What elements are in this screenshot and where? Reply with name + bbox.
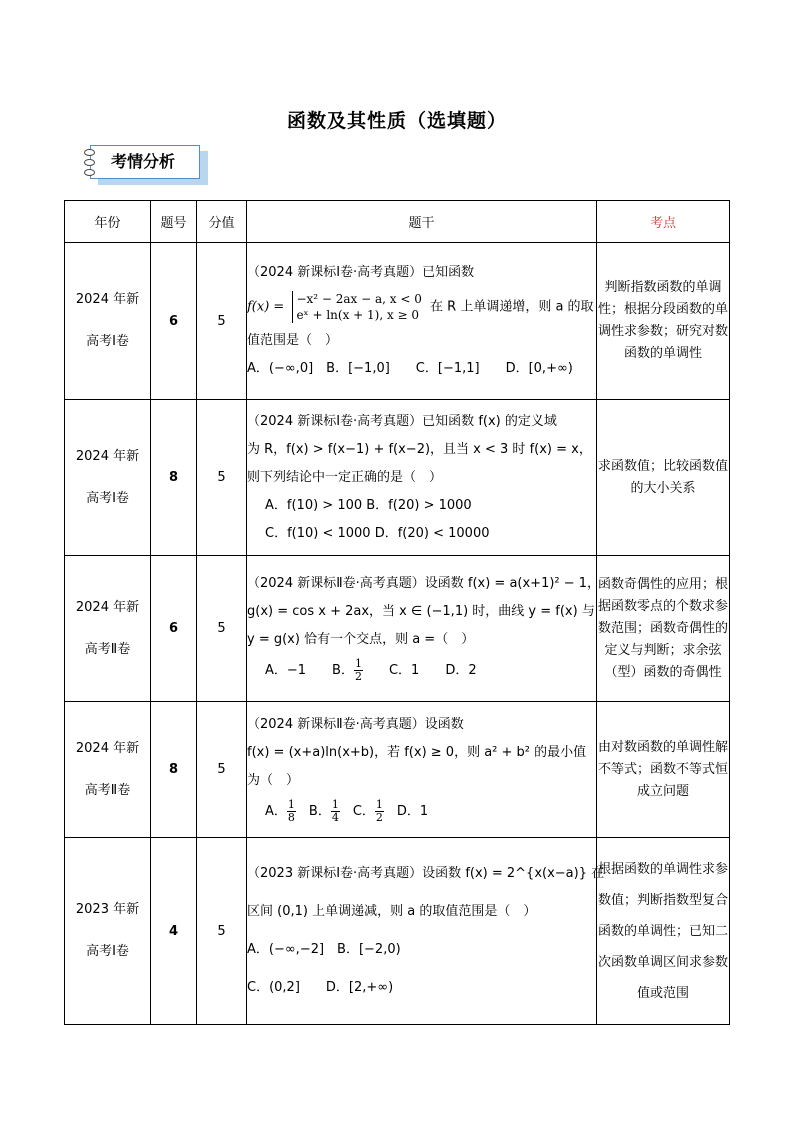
stem-cell: （2024 新课标Ⅰ卷·高考真题）已知函数 f(x) 的定义域 为 R，f(x) > f(x−1) + f(x−2)，且当 x < 3 时 f(x) = x， 则下列结论中一定正确的是（ ） A．f(10) > 100 B．f(20) > 1000 C．f(10) < 1000 D．f(20) < 10000 [247, 400, 597, 556]
point-cell: 求函数值；比较函数值的大小关系 [597, 400, 730, 556]
score-cell: 5 [197, 243, 247, 400]
stem-cell: （2023 新课标Ⅰ卷·高考真题）设函数 f(x) = 2^{x(x−a)} 在 区间 (0,1) 上单调递减，则 a 的取值范围是（ ） A．(−∞,−2] B．[−2,0) C．(0,2] D．[2,+∞) [247, 838, 597, 1025]
header-number: 题号 [151, 201, 197, 243]
table-row [65, 556, 730, 702]
table-row [65, 838, 730, 1025]
year-cell: 2024 年新 高考Ⅱ卷 [65, 702, 151, 838]
fraction: $\frac{1}{2}$ [354, 657, 362, 683]
score-cell: 5 [197, 702, 247, 838]
year-cell: 2024 年新 高考Ⅰ卷 [65, 400, 151, 556]
number-cell: 8 [151, 702, 197, 838]
table-row [65, 400, 730, 556]
header-stem: 题干 [247, 201, 597, 243]
table-row [65, 243, 730, 400]
section-tag-label: 考情分析 [90, 145, 200, 179]
fraction: $\frac{1}{2}$ [375, 798, 383, 824]
year-cell: 2024 年新 高考Ⅰ卷 [65, 243, 151, 400]
point-cell: 函数奇偶性的应用；根据函数零点的个数求参数范围；函数奇偶性的定义与判断；求余弦（型）函数的奇偶性 [597, 556, 730, 702]
header-point: 考点 [597, 201, 730, 243]
piecewise-function: −x² − 2ax − a, x < 0 eˣ + ln(x + 1), x ≥ 0 [292, 291, 421, 323]
stem-cell: （2024 新课标Ⅱ卷·高考真题）设函数 f(x) = a(x+1)² − 1， g(x) = cos x + 2ax，当 x ∈ (−1,1) 时，曲线 y = f(x) 与 y = g(x) 恰有一个交点，则 a =（ ） A．−1 B． $\frac{1}{2}$ C．1 D．2 [247, 556, 597, 702]
number-cell: 8 [151, 400, 197, 556]
header-score: 分值 [197, 201, 247, 243]
score-cell: 5 [197, 556, 247, 702]
score-cell: 5 [197, 838, 247, 1025]
stem-cell: （2024 新课标Ⅱ卷·高考真题）设函数 f(x) = (x+a)ln(x+b)，若 f(x) ≥ 0，则 a² + b² 的最小值 为（ ） A． $\frac{1}{8}$ B． $\frac{1}{4}$ C． $\frac{1}{2}$ D．1 [247, 702, 597, 838]
fraction: $\frac{1}{8}$ [287, 798, 295, 824]
page-title: 函数及其性质（选填题） [286, 110, 507, 132]
table-row [65, 702, 730, 838]
score-cell: 5 [197, 400, 247, 556]
fraction: $\frac{1}{4}$ [331, 798, 339, 824]
year-cell: 2024 年新 高考Ⅱ卷 [65, 556, 151, 702]
table-header-row [65, 201, 730, 243]
point-cell: 由对数函数的单调性解不等式；函数不等式恒成立问题 [597, 702, 730, 838]
header-year: 年份 [65, 201, 151, 243]
number-cell: 4 [151, 838, 197, 1025]
number-cell: 6 [151, 556, 197, 702]
notebook-rings-icon [84, 149, 96, 177]
year-cell: 2023 年新 高考Ⅰ卷 [65, 838, 151, 1025]
stem-cell: （2024 新课标Ⅰ卷·高考真题）已知函数 f(x) = −x² − 2ax − a, x < 0 eˣ + ln(x + 1), x ≥ 0 在 R 上单调递增，则 a 的取 值范围是（ ） A．(−∞,0] B．[−1,0] C．[−1,1] D．[0,+∞) [247, 243, 597, 400]
point-cell: 根据函数的单调性求参数值；判断指数型复合函数的单调性；已知二次函数单调区间求参数值或范围 [597, 838, 730, 1025]
number-cell: 6 [151, 243, 197, 400]
exam-analysis-table [64, 200, 730, 1025]
section-tag [90, 145, 208, 185]
point-cell: 判断指数函数的单调性；根据分段函数的单调性求参数；研究对数函数的单调性 [597, 243, 730, 400]
